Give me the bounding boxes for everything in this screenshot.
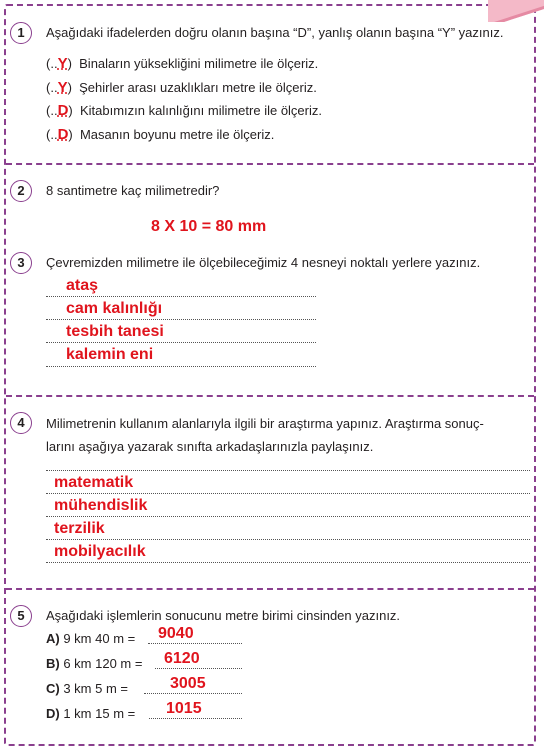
q4-prompt-line-1: Milimetrenin kullanım alanlarıyla ilgili bir araştırma yapınız. Araştırma sonuç- [46,416,484,431]
q5-prompt: Aşağıdaki işlemlerin sonucunu metre birimi cinsinden yazınız. [46,608,401,623]
q4-dotted-line-5 [46,562,530,563]
q4-dotted-line-3 [46,516,530,517]
q1-answer-3: D [57,102,69,119]
q4-answer-2: mühendislik [54,497,148,514]
q1-text-2: Şehirler arası uzaklıkları metre ile ölçeriz. [79,80,317,95]
question-number-5: 5 [10,605,32,627]
q5-dotted-line-c [144,693,242,694]
q1-item-1: (..Y) Binaların yüksekliğini milimetre ile ölçeriz. [46,55,319,72]
q5-answer-d: 1015 [166,700,202,717]
q3-dotted-line-1 [46,296,316,297]
question-number-1: 1 [10,22,32,44]
q2-prompt: 8 santimetre kaç milimetredir? [46,183,220,198]
question-number-3: 3 [10,252,32,274]
q1-text-3: Kitabımızın kalınlığını milimetre ile ölçeriz. [79,103,322,118]
separator-3 [6,588,534,590]
q4-answer-4: mobilyacılık [54,543,146,560]
q5-answer-a: 9040 [158,625,194,642]
corner-ribbon [488,0,544,22]
q1-answer-2: Y [57,79,68,96]
q5-expr-c: 3 km 5 m = [63,681,129,696]
q4-dotted-line-4 [46,539,530,540]
q3-dotted-line-2 [46,319,316,320]
q1-answer-4: D [57,126,69,143]
q4-dotted-line-1 [46,470,530,471]
q4-dotted-line-2 [46,493,530,494]
q5-label-a: A) [46,631,60,646]
q5-item-a [46,631,135,646]
q1-text-4: Masanın boyunu metre ile ölçeriz. [79,127,275,142]
question-number-4: 4 [10,412,32,434]
q5-label-c: C) [46,681,60,696]
q5-answer-b: 6120 [164,650,200,667]
q5-label-b: B) [46,656,60,671]
q5-item-d [46,706,135,721]
q1-item-2: (..Y) Şehirler arası uzaklıkları metre ile ölçeriz. [46,79,317,96]
separator-1 [6,163,534,165]
q5-expr-b: 6 km 120 m = [63,656,143,671]
q3-prompt: Çevremizden milimetre ile ölçebileceğimiz 4 nesneyi noktalı yerlere yazınız. [46,255,481,270]
question-number-2: 2 [10,180,32,202]
q5-dotted-line-b [155,668,242,669]
q3-answer-1: ataş [66,277,99,294]
q3-answer-2: cam kalınlığı [66,300,163,317]
q1-text-1: Binaların yüksekliğini milimetre ile ölçeriz. [79,56,319,71]
q5-label-d: D) [46,706,60,721]
q5-dotted-line-d [149,718,242,719]
q3-dotted-line-3 [46,342,316,343]
separator-2 [6,395,534,397]
q5-answer-c: 3005 [170,675,206,692]
q3-dotted-line-4 [46,366,316,367]
q3-answer-4: kalemin eni [66,346,154,363]
q1-item-3: (..D) Kitabımızın kalınlığını milimetre ile ölçeriz. [46,102,322,119]
q5-item-b [46,656,142,671]
q5-dotted-line-a [148,643,242,644]
q4-answer-1: matematik [54,474,134,491]
q3-answer-3: tesbih tanesi [66,323,164,340]
q1-prompt: Aşağıdaki ifadelerden doğru olanın başına “D”, yanlış olanın başına “Y” yazınız. [46,25,504,40]
q1-item-4: (..D) Masanın boyunu metre ile ölçeriz. [46,126,275,143]
q4-prompt-line-2: larını aşağıya yazarak sınıfta arkadaşlarınızla paylaşınız. [46,439,374,454]
q5-item-c [46,681,128,696]
q4-answer-3: terzilik [54,520,105,537]
q1-answer-1: Y [57,55,68,72]
q2-answer: 8 X 10 = 80 mm [151,218,267,235]
q5-expr-a: 9 km 40 m = [63,631,136,646]
q5-expr-d: 1 km 15 m = [63,706,136,721]
